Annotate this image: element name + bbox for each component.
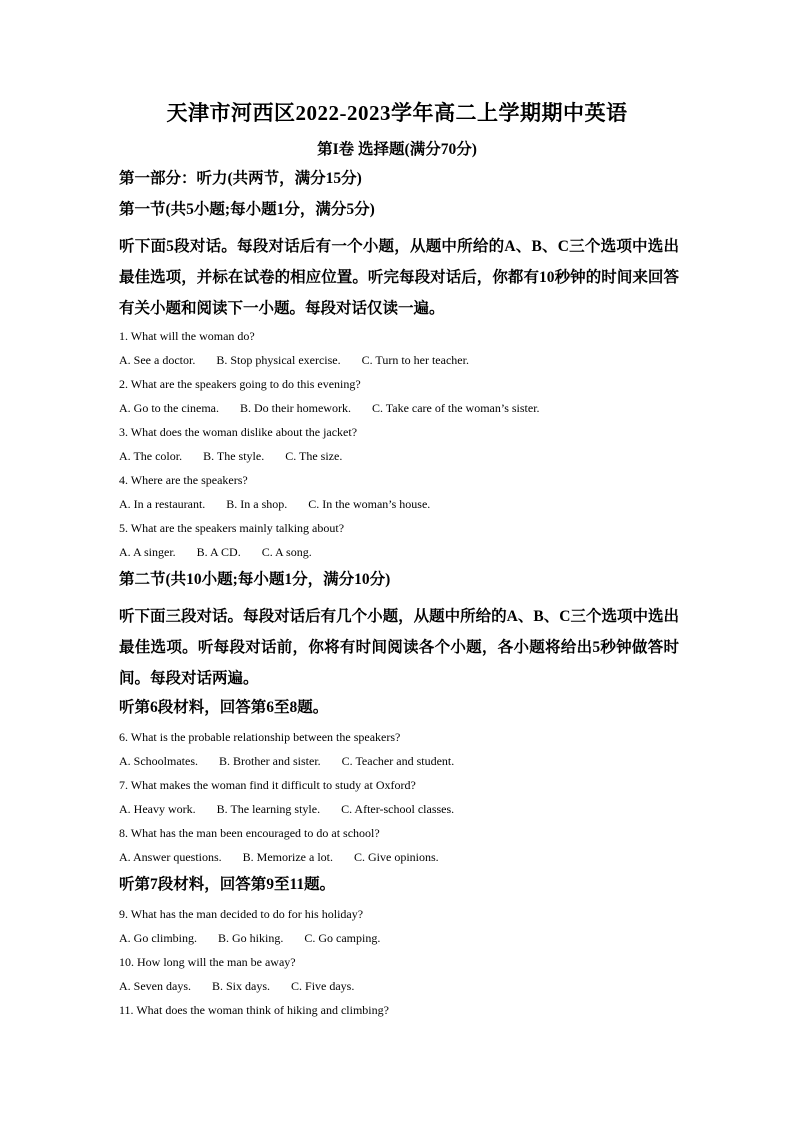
question-text: 10. How long will the man be away? [119, 955, 296, 969]
option: A. Go to the cinema. [119, 401, 219, 415]
option: A. Heavy work. [119, 802, 196, 816]
part-heading: 第一部分：听力(共两节，满分15分) [119, 170, 362, 187]
option: C. The size. [285, 449, 343, 463]
material-heading: 听第6段材料，回答第6至8题。 [119, 699, 329, 716]
option: A. Go climbing. [119, 931, 197, 945]
question-text: 4. Where are the speakers? [119, 473, 248, 487]
page-title: 天津市河西区2022-2023学年高二上学期期中英语 [166, 101, 628, 125]
material-heading: 听第7段材料，回答第9至11题。 [119, 876, 336, 893]
option: C. Turn to her teacher. [361, 353, 469, 367]
question-text: 5. What are the speakers mainly talking about? [119, 521, 345, 535]
option: B. Brother and sister. [219, 754, 321, 768]
question-text: 2. What are the speakers going to do this evening? [119, 377, 361, 391]
section-instructions: 听下面5段对话。每段对话后有一个小题，从题中所给的A、B、C三个选项中选出最佳选项，并标在试卷的相应位置。听完每段对话后，你都有10秒钟的时间来回答有关小题和阅读下一小题。每段对话仅读一遍。 [119, 238, 679, 317]
option-row [119, 930, 679, 946]
option-row [119, 448, 679, 464]
question-list [119, 906, 679, 1018]
option: C. Five days. [291, 979, 355, 993]
option-row [119, 849, 679, 865]
section-heading: 第二节(共10小题;每小题1分，满分10分) [119, 571, 391, 588]
option: C. A song. [261, 545, 312, 559]
option: A. Answer questions. [119, 850, 222, 864]
option: B. Six days. [212, 979, 271, 993]
option: B. A CD. [196, 545, 241, 559]
section-instructions: 听下面三段对话。每段对话后有几个小题，从题中所给的A、B、C三个选项中选出最佳选项。听每段对话前，你将有时间阅读各个小题，各小题将给出5秒钟做答时间。每段对话两遍。 [119, 608, 679, 687]
question-text: 1. What will the woman do? [119, 329, 255, 343]
question-text: 9. What has the man decided to do for his holiday? [119, 907, 364, 921]
option: C. Give opinions. [353, 850, 439, 864]
option: B. The learning style. [216, 802, 321, 816]
option: B. Go hiking. [218, 931, 284, 945]
option: A. A singer. [119, 545, 176, 559]
section-heading: 第一节(共5小题;每小题1分，满分5分) [119, 201, 375, 218]
question-text: 7. What makes the woman find it difficult to study at Oxford? [119, 778, 416, 792]
question-list [119, 328, 679, 560]
option: A. In a restaurant. [119, 497, 206, 511]
option-row [119, 801, 679, 817]
option: C. Go camping. [304, 931, 381, 945]
option: A. The color. [119, 449, 183, 463]
question-list [119, 729, 679, 865]
page-subtitle: 第I卷 选择题(满分70分) [317, 141, 477, 158]
option: A. Seven days. [119, 979, 191, 993]
option: C. Teacher and student. [341, 754, 455, 768]
option: B. In a shop. [226, 497, 288, 511]
option: A. Schoolmates. [119, 754, 198, 768]
question-text: 11. What does the woman think of hiking and climbing? [119, 1003, 389, 1017]
option-row [119, 496, 679, 512]
option: A. See a doctor. [119, 353, 196, 367]
question-text: 8. What has the man been encouraged to do at school? [119, 826, 380, 840]
option: B. Memorize a lot. [242, 850, 333, 864]
option: C. After-school classes. [341, 802, 455, 816]
option: B. Stop physical exercise. [216, 353, 341, 367]
option-row [119, 400, 679, 416]
option: B. The style. [203, 449, 265, 463]
question-text: 3. What does the woman dislike about the jacket? [119, 425, 358, 439]
option: C. In the woman’s house. [308, 497, 431, 511]
option-row [119, 352, 679, 368]
option-row [119, 753, 679, 769]
option: C. Take care of the woman’s sister. [371, 401, 540, 415]
question-text: 6. What is the probable relationship between the speakers? [119, 730, 401, 744]
exam-content [119, 169, 679, 1026]
option-row [119, 544, 679, 560]
option-row [119, 978, 679, 994]
option: B. Do their homework. [239, 401, 351, 415]
